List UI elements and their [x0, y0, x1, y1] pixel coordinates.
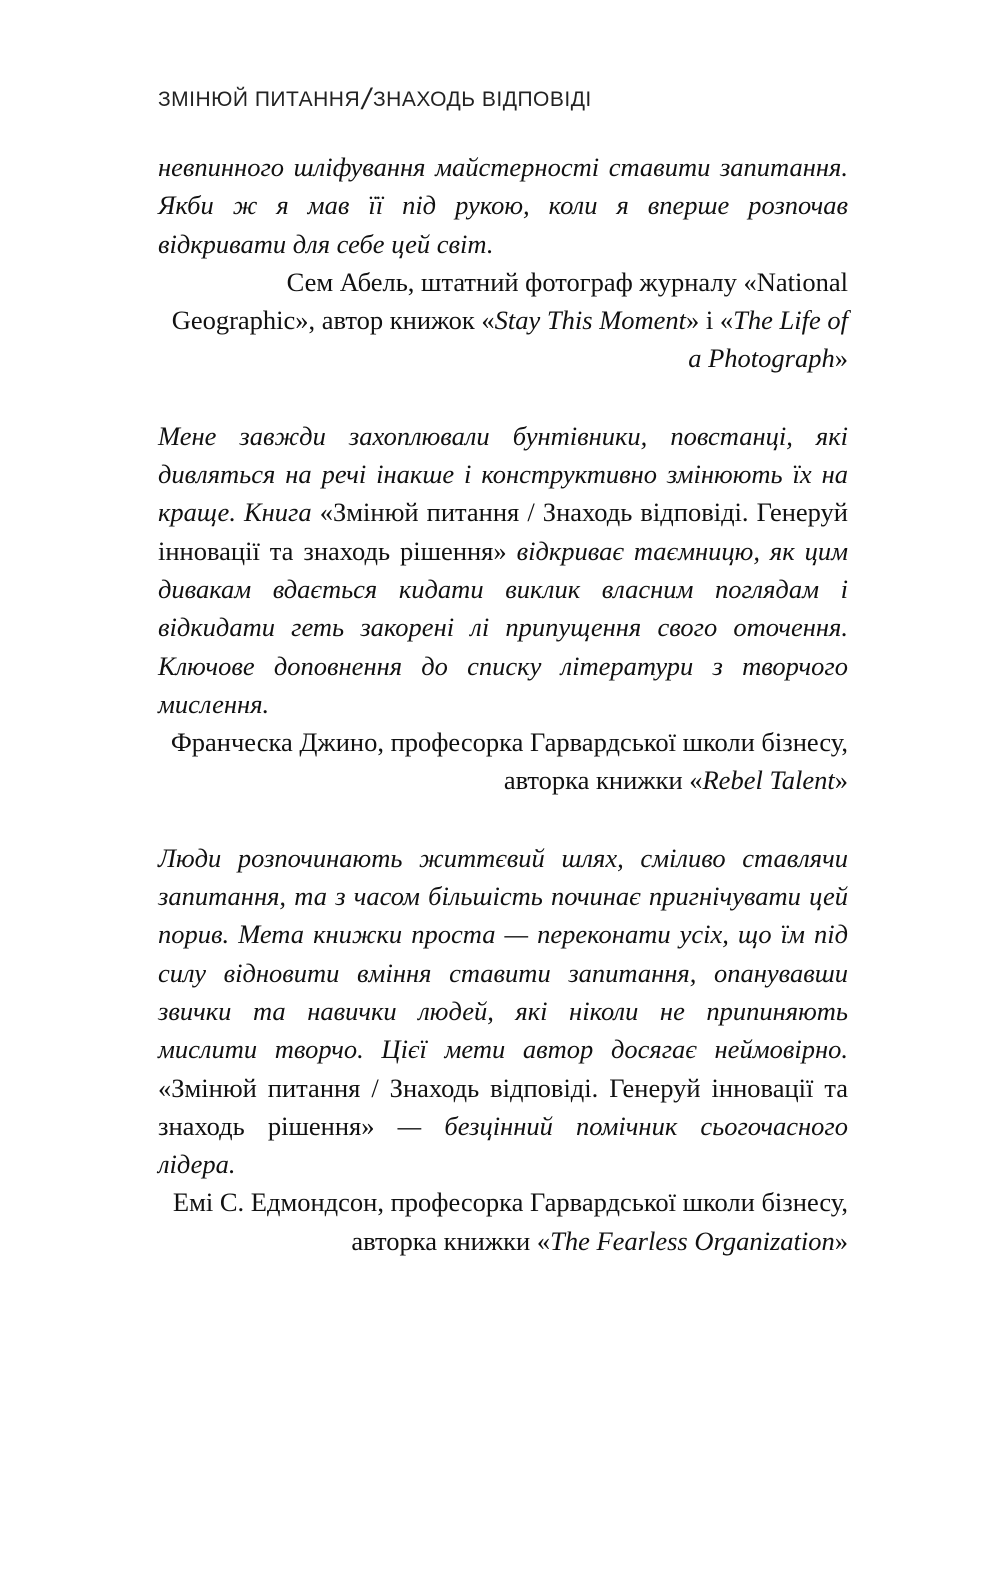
attribution-text: » і «	[686, 305, 734, 336]
attribution-text: Сем Абель, штатний фотограф журналу «National Geographic», автор книжок «	[171, 266, 848, 336]
blurb-spacer	[158, 378, 848, 417]
blurb-quote	[158, 148, 848, 263]
quote-text: — безцінний помічник сьогочасного лідера.	[158, 1110, 848, 1180]
blurb-attribution	[158, 723, 848, 800]
running-header-right: ЗНАХОДЬ ВІДПОВІДІ	[373, 88, 592, 111]
quote-text: невпинного шліфування майстерності ставити запитання. Якби ж я мав її під рукою, коли я вперше розпочав відкривати для себе цей світ.	[158, 152, 848, 259]
blurb-quote	[158, 417, 848, 723]
attribution-text: »	[834, 765, 848, 796]
blurb	[158, 417, 848, 800]
quoted-book-title: «Змінюй питання / Знаходь відповіді. Генеруй інновації та знаходь рішення»	[158, 1072, 848, 1141]
running-header	[158, 80, 592, 114]
book-title: Rebel Talent	[702, 765, 835, 796]
quote-text: Мене завжди захоплювали бунтівники, повстанці, які дивляться на речі інакше і конструктивно змінюють їх на краще. Книга	[158, 420, 848, 528]
blurb	[158, 148, 848, 378]
book-title: The Fearless Organization	[550, 1225, 835, 1256]
attribution-text: »	[834, 343, 848, 374]
blurb-attribution	[158, 263, 848, 378]
blurbs	[158, 148, 848, 1260]
quote-text: Люди розпочинають життєвий шлях, сміливо ставлячи запитання, та з часом більшість починає пригнічувати цей порив. Мета книжки проста — переконати усіх, що їм під силу відновити вміння ставити запитання, опанувавши звички та навички людей, які ніколи не припиняють мислити творчо. Цієї мети автор досягає неймовірно.	[158, 842, 848, 1065]
blurb-attribution	[158, 1183, 848, 1260]
attribution-text: Франческа Джино, професорка Гарвардської школи бізнесу, авторка книжки «	[170, 727, 848, 796]
quoted-book-title: «Змінюй питання / Знаходь відповіді. Генеруй інновації та знаходь рішення»	[158, 497, 848, 566]
running-header-slash: /	[362, 83, 371, 116]
attribution-text: Емі С. Едмондсон, професорка Гарвардської школи бізнесу, авторка книжки «	[172, 1187, 848, 1256]
blurb	[158, 839, 848, 1260]
attribution-text: »	[834, 1225, 848, 1256]
quote-text: відкриває таємницю, як цим дивакам вдається кидати виклик власним поглядам і відкидати геть закорені лі припущення свого оточення. Ключове доповнення до списку літератури з творчого мислення.	[158, 535, 848, 719]
blurb-quote	[158, 839, 848, 1184]
running-header-left: ЗМІНЮЙ ПИТАННЯ	[158, 88, 361, 111]
book-title: The Life of a Photograph	[688, 305, 848, 374]
blurb-spacer	[158, 800, 848, 839]
book-title: Stay This Moment	[494, 305, 687, 336]
